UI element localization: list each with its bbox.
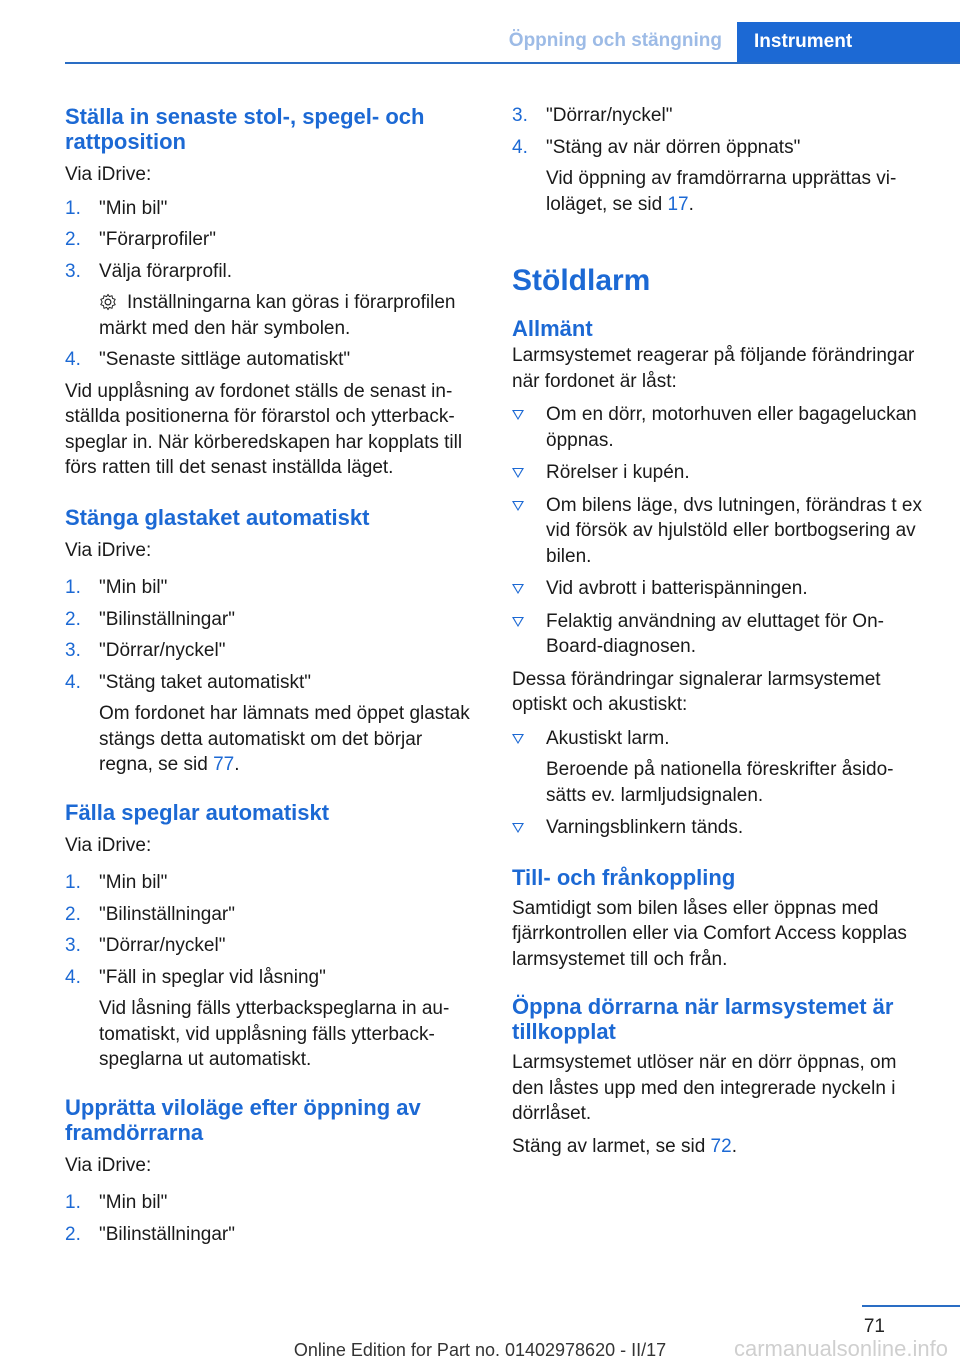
bullet-text: Om en dörr, motorhuven eller bagageluckan öppnas. — [546, 404, 917, 451]
step-text: "Min bil" — [99, 1192, 168, 1213]
step-text: "Stäng av när dörren öppnats" — [546, 136, 801, 158]
list-item — [512, 493, 927, 570]
page-reference-link[interactable]: 17 — [667, 193, 689, 215]
paragraph-stop-alarm: Stäng av larmet, se sid 72. — [512, 1135, 737, 1157]
via-idrive-label: Via iDrive: — [65, 834, 152, 856]
list-item — [512, 609, 927, 660]
bullet-text: Varningsblinkern tänds. — [546, 817, 744, 838]
page-number: 71 — [863, 1316, 885, 1337]
step-note: Vid öppning av framdörrarna upprättas viloläget, se sid 17. — [546, 168, 897, 215]
list-item — [65, 638, 480, 664]
section-tab[interactable]: Instrument — [737, 22, 960, 62]
paragraph: Samtidigt som bilen låses eller öppnas med fjärrkontrollen eller via Comfort Access kopplas larmsystemet till och från. — [512, 897, 907, 970]
step-number: 3. — [65, 260, 81, 282]
step-number: 1. — [65, 1192, 81, 1213]
list-item — [65, 575, 480, 601]
triangle-bullet-icon — [512, 617, 524, 627]
list-item — [65, 670, 480, 778]
list-item — [65, 870, 480, 896]
steps-list-mirrors — [65, 870, 480, 1073]
step-number: 3. — [65, 935, 81, 956]
list-item — [65, 347, 480, 373]
step-number: 1. — [65, 577, 81, 598]
steps-list-sunroof — [65, 575, 480, 778]
steps-list-rest-continued — [512, 103, 927, 217]
triangle-bullet-icon — [512, 410, 524, 420]
step-text: "Bilinställningar" — [99, 1223, 235, 1245]
list-item — [512, 103, 927, 129]
list-item — [512, 460, 927, 486]
section-title-mirrors: Fälla speglar automatiskt — [65, 799, 330, 825]
section-title-open-doors: Öppna dörrarna när larmsystemet är tillkopplat — [512, 994, 894, 1044]
step-note-text: Inställningarna kan göras i förarprofilen märkt med den här symbolen. — [99, 292, 456, 339]
step-text: "Dörrar/nyckel" — [546, 105, 673, 126]
step-number: 4. — [65, 349, 81, 370]
step-note: Om fordonet har lämnats med öppet glastak stängs detta automatiskt om det börjar regna, se sid 77. — [99, 703, 470, 775]
step-text: "Senaste sittläge automatiskt" — [99, 349, 351, 370]
step-number: 3. — [512, 105, 528, 126]
triangle-bullet-icon — [512, 584, 524, 594]
list-item — [512, 402, 927, 453]
watermark: carmanualsonline.info — [733, 1336, 948, 1361]
page-reference-link[interactable]: 72 — [710, 1135, 732, 1157]
step-note-text: Vid öppning av framdörrarna upprättas viloläget, se sid — [546, 168, 897, 215]
list-item — [65, 965, 480, 1073]
step-note — [99, 290, 480, 341]
section-title-on-off: Till- och frånkoppling — [512, 864, 736, 890]
chapter-heading-alarm: Stöldlarm — [512, 264, 651, 297]
gear-icon — [99, 293, 117, 311]
steps-list-seat — [65, 196, 480, 373]
bullet-text: Rörelser i kupén. — [546, 462, 690, 483]
via-idrive-label: Via iDrive: — [65, 164, 152, 185]
alarm-triggers-list — [512, 402, 927, 660]
step-text: "Bilinställningar" — [99, 903, 235, 925]
step-number: 2. — [65, 903, 81, 925]
step-number: 4. — [65, 966, 81, 988]
steps-list-rest — [65, 1190, 480, 1247]
section-title-sunroof: Stänga glastaket automatiskt — [65, 504, 370, 530]
paragraph: Vid upplåsning av fordonet ställs de senast inställda positionerna för förarstol och ytterbackspeglar in. När körberedskapen har kopplats till förs ratten till det senast inställda läget. — [65, 380, 463, 478]
step-text: "Bilinställningar" — [99, 608, 235, 630]
step-text: "Min bil" — [99, 197, 168, 219]
list-item — [512, 726, 927, 809]
bullet-text: Vid avbrott i batterispänningen. — [546, 578, 808, 599]
list-item — [512, 135, 927, 218]
edition-footer: Online Edition for Part no. 01402978620 - II/17 — [293, 1340, 667, 1360]
list-item — [65, 902, 480, 928]
step-text: "Stäng taket automatiskt" — [99, 671, 312, 693]
paragraph: Larmsystemet reagerar på följande förändringar när fordonet är låst: — [512, 345, 915, 392]
step-text: "Förarprofiler" — [99, 229, 216, 250]
list-item — [512, 815, 927, 841]
footer-divider — [862, 1305, 960, 1307]
step-text: "Dörrar/nyckel" — [99, 935, 226, 956]
left-column — [65, 100, 480, 1247]
step-number: 2. — [65, 229, 81, 250]
list-item — [65, 227, 480, 253]
step-note-text: Om fordonet har lämnats med öppet glastak stängs detta automatiskt om det börjar regna, se sid — [99, 703, 470, 775]
step-text: "Min bil" — [99, 577, 168, 598]
triangle-bullet-icon — [512, 734, 524, 744]
step-text: "Min bil" — [99, 872, 168, 893]
step-number: 1. — [65, 872, 81, 893]
bullet-note: Beroende på nationella föreskrifter åsidosätts ev. larmljudsignalen. — [546, 759, 894, 806]
section-title-rest-mode: Upprätta viloläge efter öppning av framdörrarna — [65, 1094, 421, 1145]
step-number: 4. — [65, 671, 81, 693]
step-number: 2. — [65, 608, 81, 630]
bullet-text: Felaktig användning av eluttaget för On-Board-diagnosen. — [546, 610, 884, 657]
triangle-bullet-icon — [512, 501, 524, 511]
step-text: "Dörrar/nyckel" — [99, 640, 226, 661]
right-column — [512, 100, 927, 1159]
step-text: Välja förarprofil. — [99, 260, 233, 282]
triangle-bullet-icon — [512, 468, 524, 478]
alarm-signals-list — [512, 726, 927, 841]
step-note: Vid låsning fälls ytterbackspeglarna in automatiskt, vid upplåsning fälls ytterbackspeglarna ut automatiskt. — [99, 998, 450, 1070]
section-title-seat-mirror: Ställa in senaste stol-, spegel- och rattposition — [65, 104, 425, 154]
list-item — [65, 1222, 480, 1248]
bullet-text: Akustiskt larm. — [546, 727, 670, 749]
list-item — [65, 933, 480, 959]
list-item — [65, 607, 480, 633]
list-item — [65, 259, 480, 342]
step-number: 2. — [65, 1223, 81, 1245]
bullet-text: Om bilens läge, dvs lutningen, förändras t ex vid försök av hjulstöld eller bortbogsering av bilen. — [546, 494, 922, 567]
step-number: 4. — [512, 136, 528, 158]
step-text: "Fäll in speglar vid låsning" — [99, 966, 326, 988]
step-number: 1. — [65, 197, 81, 219]
section-title-general: Allmänt — [512, 316, 593, 341]
list-item — [65, 196, 480, 222]
list-item — [65, 1190, 480, 1216]
step-number: 3. — [65, 640, 81, 661]
page-reference-link[interactable]: 77 — [213, 754, 235, 775]
triangle-bullet-icon — [512, 823, 524, 833]
via-idrive-label: Via iDrive: — [65, 539, 152, 561]
paragraph: Dessa förändringar signalerar larmsystemet optiskt och akustiskt: — [512, 668, 881, 715]
stop-alarm-text: Stäng av larmet, se sid — [512, 1135, 706, 1157]
list-item — [512, 576, 927, 602]
chapter-tab[interactable]: Öppning och stängning — [508, 30, 722, 51]
via-idrive-label: Via iDrive: — [65, 1154, 152, 1176]
paragraph: Larmsystemet utlöser när en dörr öppnas, om den låstes upp med den integrerade nyckeln i dörrlåset. — [512, 1052, 897, 1124]
